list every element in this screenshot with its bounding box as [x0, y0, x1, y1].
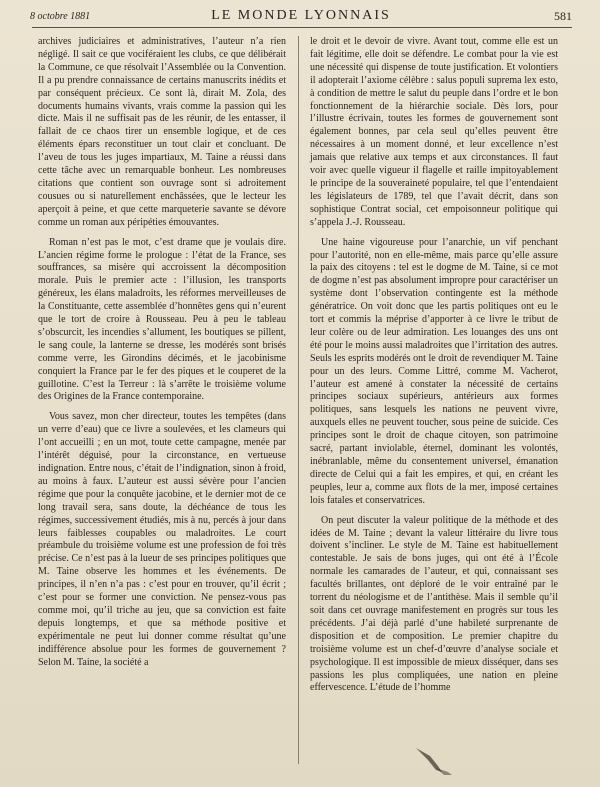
left-paragraph-1: archives judiciaires et administratives, l’auteur n’a rien négligé. Il sait ce que vociféraient les clubs, ce que délibérait la Commune, ce que résolvait l’Assemblée ou la Convention. Il a pu prendre connaissance de certains manuscrits inédits et par conséquent précieux. Ce sont là, dirait M. Zola, des documents humains vivants, vrais comme la passion qui les dicte. Mais il ne suffisait pas de les réunir, de les entasser, il fallait de ce chaos tirer un ensemble logique, et de ces éléments épars reconstituer un tout clair et concluant. De l’aveu de tous les juges impartiaux, M. Taine a réussi dans cette tâche avec un remarquable bonheur. Les nombreuses citations que contient son ouvrage sont si adroitement cousues ou si naturellement enchâssées, que le lecteur les aperçoit à peine, et que cette marqueterie savante se dévore comme un roman aux péripéties émouvantes. [38, 36, 286, 228]
issue-date: 8 octobre 1881 [30, 11, 91, 22]
right-paragraph-1: le droit et le devoir de vivre. Avant tout, comme elle est un fait légitime, elle doit se défendre. Le combat pour la vie est une nécessité qui dispense de toute justification. Et volontiers il adopterait l’axiome célèbre : salus populi suprema lex esto, à condition de mettre le salut du peuple dans l’ordre et le bon fonctionnement de la hiérarchie sociale. Dès lors, pour l’illustre écrivain, toutes les formes de gouvernement sont également bonnes, par cela seul qu’elles peuvent être nécessaires à un moment donné, et leur excellence n’est jamais que relative aux temps et aux circonstances. Il faut voir avec quelle vigueur il flagelle et raille impitoyablement le principe de la souveraineté populaire, tel que l’entendaient les législateurs de 1789, tel que l’avait décrit, dans son sophistique Contrat social, cet empoisonneur politique qui s’appela J.-J. Rousseau. [310, 36, 558, 228]
right-column [310, 36, 558, 776]
right-paragraph-2: Une haine vigoureuse pour l’anarchie, un vif penchant pour l’autorité, non en elle-même, mais parce qu’elle assure la paix des citoyens : tel est le dogme de M. Taine, si ce mot de dogme n’est pas absolument impropre pour caractériser un système dont l’observation contingente est la méthode génératrice. On voit donc que les partis politiques ont eu le tort et commis la méprise d’apporter à ce livre le tribut de leur colère ou de leur admiration. Les louanges des uns ont été pour le moins aussi maladroites que l’irritation des autres. Seuls les esprits modérés ont le droit de revendiquer M. Taine pour un des leurs. Comme Littré, comme M. Vacherot, l’auteur est amené à constater la nécessité de certains principes sociaux supérieurs, antérieurs aux formes politiques, sans lesquels les nations ne peuvent vivre, auxquels elles ne peuvent toucher, sous peine de suicide. Ces principes sont le droit de chaque citoyen, son patrimoine sacré, partant inviolable, éternel, dominant les volontés, inébranlable, même du consentement universel, émanation directe de Celui qui a fait les empires, et qui, en créant les peuples, leur a, comme aux flots de la mer, imposé certaines lois fatales et conservatrices. [310, 236, 558, 506]
journal-title: LE MONDE LYONNAIS [211, 8, 391, 23]
left-paragraph-2: Roman n’est pas le mot, c’est drame que je voulais dire. L’ancien régime forme le prologue : l’état de la France, ses souffrances, sa misère qui accroissent la décomposition morale. Puis le premier acte : l’illusion, les transports généreux, les élans maladroits, les réformes merveilleuses de la Constituante, cette assemblée d’honnêtes gens qui n’eurent que le tort de croire à Rousseau. Peu à peu le tableau s’obscurcit, les incendies s’allument, les boutiques se pillent, le sang coule, la lanterne se dresse, les modérés sont brisés comme verre, les Girondins décimés, et le jacobinisme conquiert la France par le fer des piques et le couperet de la guillotine. C’est la Terreur : là s’arrête le troisième volume des Origines de la France contemporaine. [38, 236, 286, 403]
text-columns [38, 36, 558, 776]
left-paragraph-3: Vous savez, mon cher directeur, toutes les tempêtes (dans un verre d’eau) que ce livre a soulevées, et les clameurs qui l’ont accueilli ; en un mot, toute cette campagne, menée par l’intérêt déguisé, pour la circonstance, en vertueuse indignation. Entre nous, c’était de l’indignation, sinon à froid, au moins à faux. L’auteur est aussi sévère pour l’ancien régime que pour la conquête jacobine, et le dernier mot de ce long travail sera, sans doute, la déchéance de tous les régimes, successivement étudiés, mis à nu, percés à jour dans leurs faiblesses coupables ou maladroites. Le court préambule du troisième volume est une profession de foi très précise. Ce n’est pas à la lueur de ses principes politiques que M. Taine observe les hommes et les événements. De principes, il n’en n’a pas : c’est pour en trouver, qu’il écrit ; c’est pour se former une conviction. Ne pensez-vous pas comme moi, qu’il triche au jeu, que sa conviction est faite depuis longtemps, et que sa méthode positive et expérimentale ne peut lui donner comme résultat qu’une indifférence absolue pour les formes de gouvernement ? Selon M. Taine, la société a [38, 411, 286, 668]
right-paragraph-3: On peut discuter la valeur politique de la méthode et des idées de M. Taine ; devant la valeur littéraire du livre tous doivent s’incliner. Le style de M. Taine est habituellement contestable. Je sais de bons juges, qui ont été à l’École normale les camarades de l’auteur, et qui, connaissant ses facultés brillantes, ont déploré de le voir entraîné par le torrent du néologisme et de l’antithèse. Mais il semble qu’il soit dans cet ouvrage manifestement en progrès sur tous les précédents. J’ai déjà parlé d’une habileté surprenante de disposition et de composition. Le premier chapitre du troisième volume est un chef-d’œuvre d’analyse sociale et psychologique. Il est impossible de mieux disséquer, dans ses passions les plus compliquées, une nation en pleine effervescence. L’étude de l’homme [310, 514, 558, 694]
header-rule [32, 27, 572, 28]
left-column [38, 36, 286, 776]
page-number: 581 [554, 9, 572, 23]
